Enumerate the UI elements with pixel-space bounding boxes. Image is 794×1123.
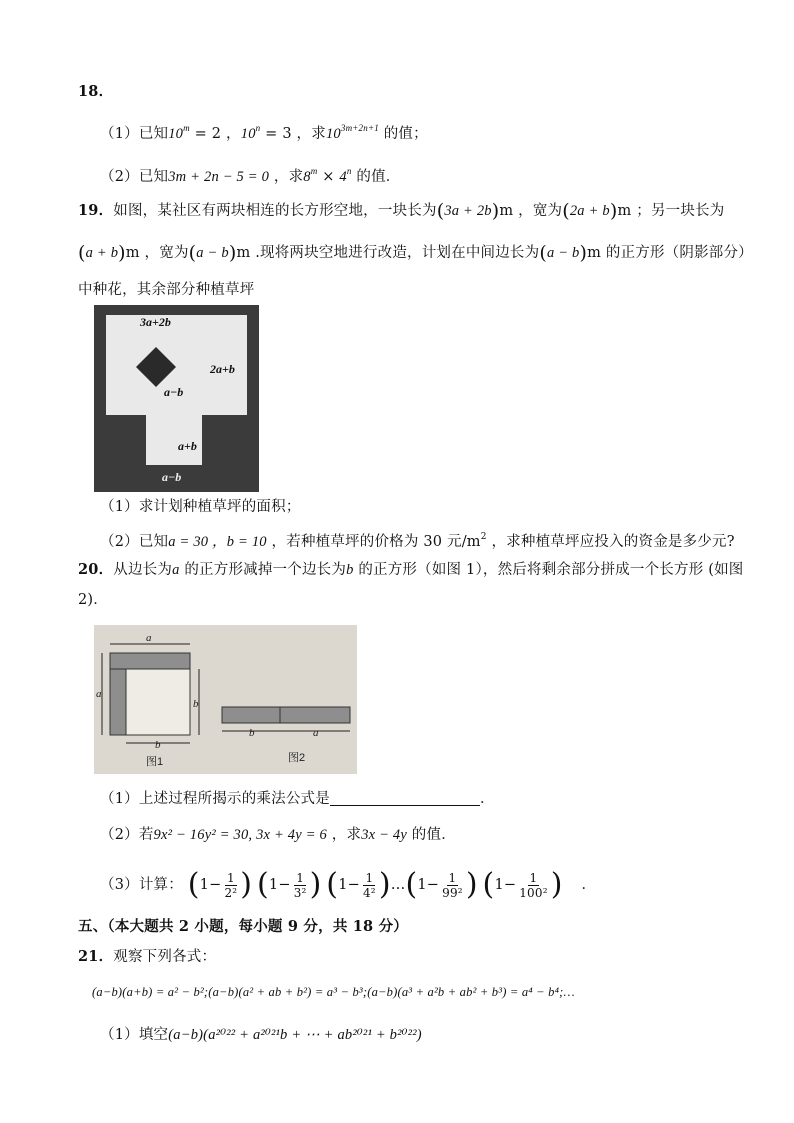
q18-part1: （1）已知$10^m = 2$ ，$10^n = 3$ ，求$10^{3m+2n+1}$ 的值； [100,123,428,142]
label-b-bottom: b [155,739,161,751]
q18-number: 18． [78,83,114,100]
answer-blank [330,791,480,806]
strip-left [110,669,126,735]
q20-sub3: （3）计算： (1− $\frac{1}{\text{2²}}$ ) (1− $\frac{1}{\text{3²}}$ ) (1− $\frac{1}{\text{4²}}$ )…(1− $\frac{1}{\text{99²}}$ ) (1− $\frac{1}{\text{100²}}$ ) ． [100,867,597,902]
q19-line3: 中种花，其余部分种植草坪 [78,282,255,298]
caption-fig1: 图1 [146,756,164,768]
q20-sub2: （2）若9x² − 16y² = 30, 3x + 4y = 6 ，求3x − 4y 的值． [100,827,456,843]
q19-sub1: （1）求计划种植草坪的面积； [100,499,301,515]
label-top: 3a+2b [140,315,171,329]
q20-sub1: （1）上述过程所揭示的乘法公式是 ． [100,791,495,807]
q20-line2: 2)． [78,592,108,608]
label-a-top: a [146,632,152,644]
label-bottom: a−b [162,470,182,484]
q21-line1: 21．观察下列各式： [78,948,217,965]
q19-sub2: （2）已知a = 30 ，b = 10 ，若种植草坪的价格为 30 元$/m^2$ ，求种植草坪应投入的资金是多少元? [100,532,735,550]
q19-line1: 19．如图，某社区有两块相连的长方形空地，一块长为(3a + 2b)m ，宽为(2a + b)m ；另一块长为 [78,200,725,222]
label-fig2-a: a [313,727,319,739]
strip-top [110,653,190,669]
q19-figure [94,305,259,492]
label-stem: a+b [178,439,197,453]
caption-fig2: 图2 [288,752,306,764]
section-5-heading: 五、（本大题共 2 小题，每小题 9 分，共 18 分） [78,918,408,935]
q19-line2: (a + b)m ，宽为(a − b)m .现将两块空地进行改造，计划在中间边长为(a − b)m 的正方形（阴影部分） [78,242,753,264]
label-a-left: a [96,688,102,700]
q21-formulas: (a−b)(a+b) = a² − b²;(a−b)(a² + ab + b²) = a³ − b³;(a−b)(a³ + a²b + ab² + b³) = a⁴ − b⁴;… [92,985,575,999]
rect-part-a [280,707,350,723]
q20-figure [94,625,357,774]
removed-square [126,669,190,735]
label-square: a−b [164,385,184,399]
label-right: 2a+b [210,362,235,376]
label-fig2-b: b [249,727,255,739]
q20-line1: 20．从边长为a 的正方形减掉一个边长为b 的正方形（如图 1），然后将剩余部分拼成一个长方形 (如图 [78,561,744,578]
label-b-right: b [193,698,199,710]
rect-part-b [222,707,280,723]
q18-part2: （2）已知3m + 2n − 5 = 0 ，求$8^m \times 4^n$ 的值． [100,166,401,185]
q21-sub1: （1）填空(a−b)(a²⁰²² + a²⁰²¹b + ⋯ + ab²⁰²¹ + b²⁰²²) [100,1027,422,1043]
